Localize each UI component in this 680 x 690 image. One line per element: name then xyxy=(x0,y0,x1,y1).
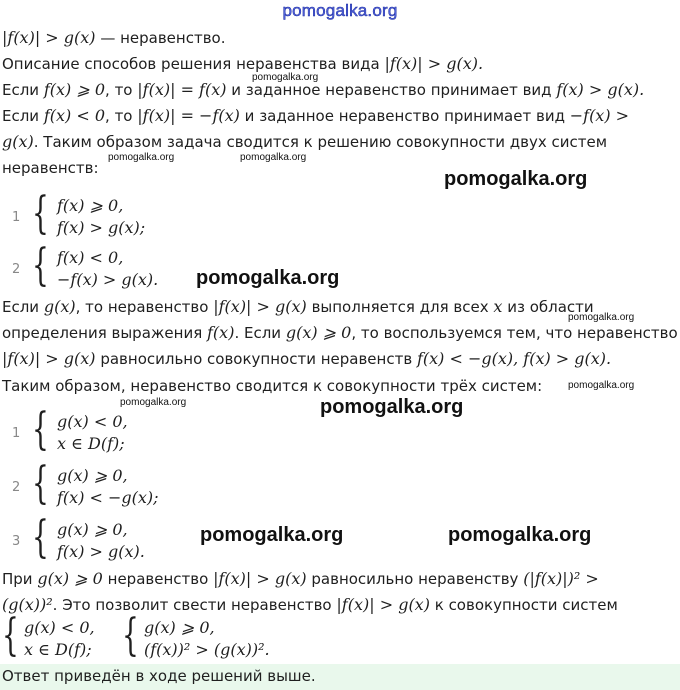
line-8: определения выражения f(x). Если g(x) ⩾ 0, то воспользуемся тем, что неравенство xyxy=(2,323,678,342)
watermark-small: pomogalka.org xyxy=(120,397,187,408)
watermark-big: pomogalka.org xyxy=(444,168,588,190)
line-9: |f(x)| > g(x) равносильно совокупности неравенств f(x) < −g(x), f(x) > g(x). xyxy=(2,349,612,368)
line-6: неравенств: xyxy=(2,159,99,177)
watermark-big: pomogalka.org xyxy=(320,396,464,418)
answer-bar xyxy=(0,664,680,690)
watermark-small: pomogalka.org xyxy=(240,152,307,163)
line-7: Если g(x), то неравенство |f(x)| > g(x) выполняется для всех x из области xyxy=(2,297,594,316)
watermark-small: pomogalka.org xyxy=(568,312,635,323)
line-12: (g(x))². Это позволит свести неравенство |f(x)| > g(x) к совокупности систем xyxy=(2,595,618,614)
line-11: При g(x) ⩾ 0 неравенство |f(x)| > g(x) равносильно неравенству (|f(x)|)² > xyxy=(2,569,599,588)
watermark-small: pomogalka.org xyxy=(252,72,319,83)
line-2: Описание способов решения неравенства вида |f(x)| > g(x). xyxy=(2,54,484,73)
watermark-small: pomogalka.org xyxy=(568,380,635,391)
line-5: g(x). Таким образом задача сводится к решению совокупности двух систем xyxy=(2,132,608,151)
line-3: Если f(x) ⩾ 0, то |f(x)| = f(x) и заданное неравенство принимает вид f(x) > g(x). xyxy=(2,80,645,99)
answer-text: Ответ приведён в ходе решений выше. xyxy=(2,667,316,685)
watermark-small: pomogalka.org xyxy=(108,152,175,163)
watermark-big: pomogalka.org xyxy=(196,267,340,289)
line-10: Таким образом, неравенство сводится к совокупности трёх систем: xyxy=(2,377,543,395)
line-4: Если f(x) < 0, то |f(x)| = −f(x) и заданное неравенство принимает вид −f(x) > xyxy=(2,106,630,125)
watermark-big: pomogalka.org xyxy=(448,524,592,546)
watermark-big: pomogalka.org xyxy=(200,524,344,546)
line-1: |f(x)| > g(x) — неравенство. xyxy=(2,28,226,47)
watermark-top: pomogalka.org xyxy=(282,1,398,20)
